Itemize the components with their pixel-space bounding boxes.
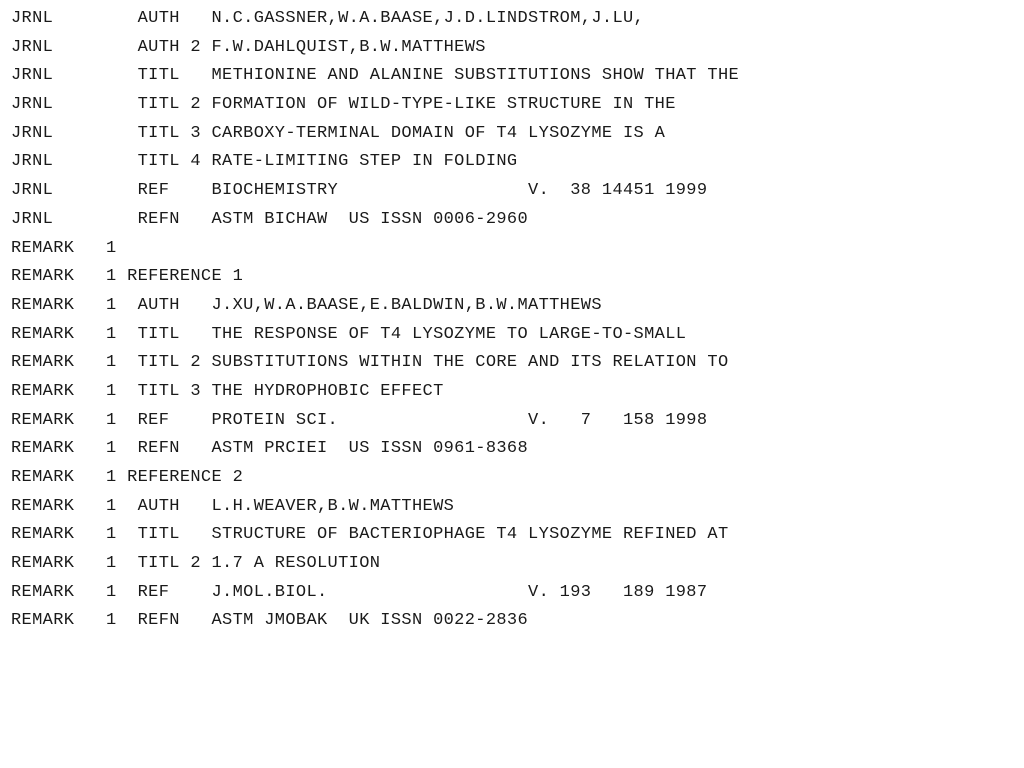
record-line: JRNL AUTH N.C.GASSNER,W.A.BAASE,J.D.LINDSTROM,J.LU,	[11, 9, 645, 28]
record-line: REMARK 1 AUTH L.H.WEAVER,B.W.MATTHEWS	[11, 496, 455, 516]
record-line: JRNL TITL 2 FORMATION OF WILD-TYPE-LIKE STRUCTURE IN THE	[11, 95, 676, 115]
record-line: REMARK 1 REFERENCE 2	[11, 468, 244, 487]
record-line: JRNL TITL METHIONINE AND ALANINE SUBSTITUTIONS SHOW THAT THE	[11, 66, 740, 86]
record-line: REMARK 1 TITL 2 1.7 A RESOLUTION	[11, 554, 381, 574]
record-line: REMARK 1 REF PROTEIN SCI. V. 7 158 1998	[11, 410, 708, 430]
record-line: JRNL TITL 4 RATE-LIMITING STEP IN FOLDING	[11, 152, 518, 172]
record-line: REMARK 1 TITL 3 THE HYDROPHOBIC EFFECT	[11, 381, 444, 401]
record-line: JRNL TITL 3 CARBOXY-TERMINAL DOMAIN OF T4 LYSOZYME IS A	[11, 123, 666, 143]
record-line: REMARK 1	[11, 238, 117, 258]
record-line: REMARK 1 REF J.MOL.BIOL. V. 193 189 1987	[11, 582, 708, 602]
record-line: REMARK 1 REFN ASTM JMOBAK UK ISSN 0022-2836	[11, 611, 529, 631]
record-line: REMARK 1 TITL THE RESPONSE OF T4 LYSOZYME TO LARGE-TO-SMALL	[11, 324, 687, 344]
record-line: JRNL REFN ASTM BICHAW US ISSN 0006-2960	[11, 209, 529, 229]
record-line: REMARK 1 AUTH J.XU,W.A.BAASE,E.BALDWIN,B.W.MATTHEWS	[11, 295, 602, 315]
record-line: REMARK 1 REFERENCE 1	[11, 267, 244, 287]
pdb-record-text	[11, 5, 739, 636]
record-line: REMARK 1 TITL STRUCTURE OF BACTERIOPHAGE T4 LYSOZYME REFINED AT	[11, 525, 729, 545]
record-line: JRNL AUTH 2 F.W.DAHLQUIST,B.W.MATTHEWS	[11, 37, 486, 57]
record-line: REMARK 1 REFN ASTM PRCIEI US ISSN 0961-8368	[11, 439, 529, 459]
record-line: REMARK 1 TITL 2 SUBSTITUTIONS WITHIN THE CORE AND ITS RELATION TO	[11, 353, 729, 373]
record-line: JRNL REF BIOCHEMISTRY V. 38 14451 1999	[11, 181, 708, 201]
